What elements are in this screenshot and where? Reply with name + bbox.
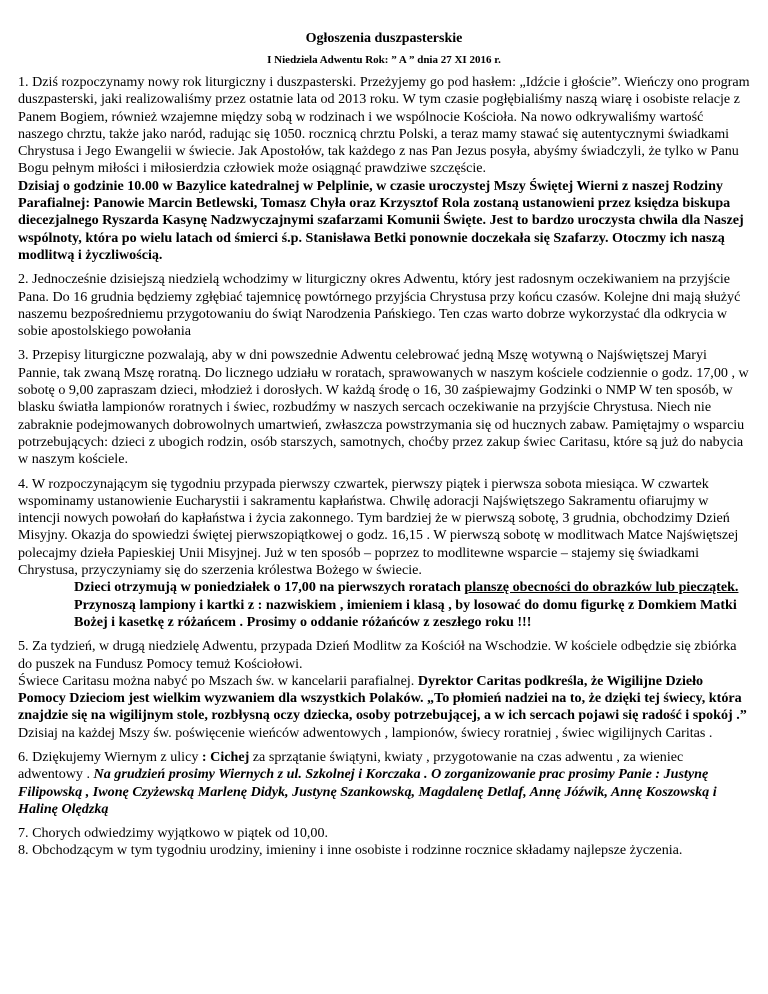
announcement-6-text1: 6. Dziękujemy Wiernym z ulicy: [18, 748, 202, 765]
announcement-6: [18, 749, 750, 818]
announcement-2: 2. Jednocześnie dzisiejszą niedzielą wchodzimy w liturgiczny okres Adwentu, który jest radosnym oczekiwaniem na przyjście Pana. Do 16 grudnia będziemy zgłębiać tajemnicę powtórnego przyjścia Chrystusa przy końcu czasów. Kolejne dni mają służyć naszemu bezpośredniemu przygotowaniu do świąt Narodzenia Pańskiego. Ten czas warto dobrze wykorzystać dla odkrycia w sobie apostolskiego powołania: [18, 271, 741, 340]
announcement-1: [18, 74, 750, 264]
children-note-end: Przynoszą lampiony i kartki z : nazwiskiem , imieniem i klasą , by losować do domu figurkę z Domkiem Matki Bożej i kasetkę z różańcem . Prosimy o oddanie różańców z zeszłego roku !!!: [74, 596, 737, 630]
announcement-5-end: Dzisiaj na każdej Mszy św. poświęcenie wieńców adwentowych , lampionów, świecy roratniej , świec wigilijnych Caritas .: [18, 724, 713, 741]
announcement-5-text: 5. Za tydzień, w drugą niedzielę Adwentu, przypada Dzień Modlitw za Kościół na Wschodzie. W kościele odbędzie się zbiórka do puszek na Fundusz Pomocy temuż Kościołowi.: [18, 638, 737, 672]
announcement-4-text: 4. W rozpoczynającym się tygodniu przypada pierwszy czwartek, pierwszy piątek i pierwsza sobota miesiąca. W czwartek wspominamy ustanowienie Eucharystii i sakramentu kapłaństwa. Chwilę adoracji Najświętszego Sakramentu ofiarujmy w intencji nowych powołań do kapłaństwa i życia zakonnego. Tym bardziej że w pierwszą sobotę, 3 grudnia, obchodzimy Dzień Misyjny. Okazja do spowiedzi świętej pierwszopiątkowej o godz. 16,15 . W pierwszą sobotę w modlitwach Matce Najświętszej polecajmy dzieła Papieskiej Unii Misyjnej. Już w ten sposób – poprzez to modlitewne wsparcie – stajemy się świadkami Chrystusa, przyczyniamy się do szerzenia królestwa Bożego w świecie.: [18, 475, 739, 579]
announcement-5-candles: Świece Caritasu można nabyć po Mszach św. w kancelarii parafialnej.: [18, 672, 418, 689]
announcement-1-bold: Dzisiaj o godzinie 10.00 w Bazylice katedralnej w Pelplinie, w czasie uroczystej Mszy Świętej Wierni z naszej Rodziny Parafialnej: Panowie Marcin Betlewski, Tomasz Chyła oraz Krzysztof Rola zostaną ustanowieni przez księdza biskupa diecezjalnego Ryszarda Kasynę Nadzwyczajnymi szafarzami Komunii Święte. Jest to bardzo uroczysta chwila dla Naszej wspólnoty, która po wielu latach od śmierci ś.p. Stanisława Betki ponownie doczekała się Szafarzy. Otoczmy ich naszą modlitwą i życzliwością.: [18, 177, 744, 263]
announcement-3: 3. Przepisy liturgiczne pozwalają, aby w dni powszednie Adwentu celebrować jedną Mszę wotywną o Najświętszej Maryi Pannie, tak zwaną Mszę roratną. Do licznego udziału w roratach, sprawowanych w naszym kościele codziennie o godz. 17,00 , w sobotę o 9,00 zapraszam dzieci, młodzież i dorosłych. W każdą środę o 16, 30 zaśpiewajmy Godzinki o NMP W ten sposób, w blasku światła lampionów roratnych i świec, rozbudźmy w naszych sercach oczekiwanie na przyjście Chrystusa. Niech nie zabraknie podejmowanych dobrowolnych umartwień, zwłaszcza powstrzymania się od hucznych zabaw. Pamiętajmy o wsparciu potrzebujących: dzieci z ubogich rodzin, osób starszych, samotnych, choćby przez zakup świec Caritasu, które są już do nabycia w naszym kościele.: [18, 347, 749, 468]
children-note-underlined: planszę obecności do obrazków lub pieczątek.: [464, 579, 739, 596]
announcement-4: [18, 476, 750, 632]
announcement-8: 8. Obchodzącym w tym tygodniu urodziny, imieniny i inne osobiste i rodzinne rocznice składamy najlepsze życzenia.: [18, 842, 683, 859]
announcement-1-text: 1. Dziś rozpoczynamy nowy rok liturgiczny i duszpasterski. Przeżyjemy go pod hasłem: „Idźcie i głoście”. Wieńczy ono program duszpasterski, jaki realizowaliśmy przez ostatnie lata od 2013 roku. W tym czasie pogłębialiśmy naszą wiarę i osobiste relacje z Panem Bogiem, również wzajemne między sobą w rodzinach i we wspólnocie Kościoła. Na nowo odkrywaliśmy wartość naszego chrztu, także jako naród, radując się 1050. rocznicą chrztu Polski, a teraz mamy stawać się autentycznymi świadkami Chrystusa i Jego Ewangelii w świecie. Jak Apostołów, tak każdego z nas Pan Jezus posyła, abyśmy świadczyli, że tylko w Panu Bogu pełnym miłości i miłosierdzia człowiek może osiągnąć prawdziwe szczęście.: [18, 74, 750, 177]
children-note-start: Dzieci otrzymują w poniedziałek o 17,00 na pierwszych roratach: [74, 579, 465, 596]
announcement-6-bold-italic: Na grudzień prosimy Wiernych z ul. Szkolnej i Korczaka . O zorganizowanie prac prosimy Panie : Justynę Filipowską , Iwonę Czyżewską Marlenę Didyk, Justynę Szankowską, Magdalenę Detlaf, Annę Jóźwik, Annę Koszowską i Halinę Olędzką: [18, 766, 717, 817]
announcement-7: 7. Chorych odwiedzimy wyjątkowo w piątek od 10,00.: [18, 825, 329, 842]
document-title: Ogłoszenia duszpasterskie: [305, 31, 463, 46]
announcement-4-children-note: [18, 579, 750, 631]
announcement-6-text2: za sprzątanie świątyni, kwiaty , przygotowanie na czas adwentu , za wieniec adwentowy .: [18, 748, 684, 783]
announcement-5: [18, 638, 750, 742]
document-subtitle: I Niedziela Adwentu Rok: ” A ” dnia 27 XI 2016 r.: [267, 54, 501, 66]
announcement-6-street: : Cichej: [201, 748, 250, 765]
announcement-5-bold: Dyrektor Caritas podkreśla, że Wigilijne Dzieło Pomocy Dzieciom jest wielkim wyzwaniem dla wszystkich Polaków. „To płomień nadziei na to, że dzięki tej świecy, która znajdzie się na wigilijnym stole, rozbłysną oczy dziecka, osoby potrzebującej, a w ich sercach pojawi się radość i spokój .”: [18, 672, 747, 724]
